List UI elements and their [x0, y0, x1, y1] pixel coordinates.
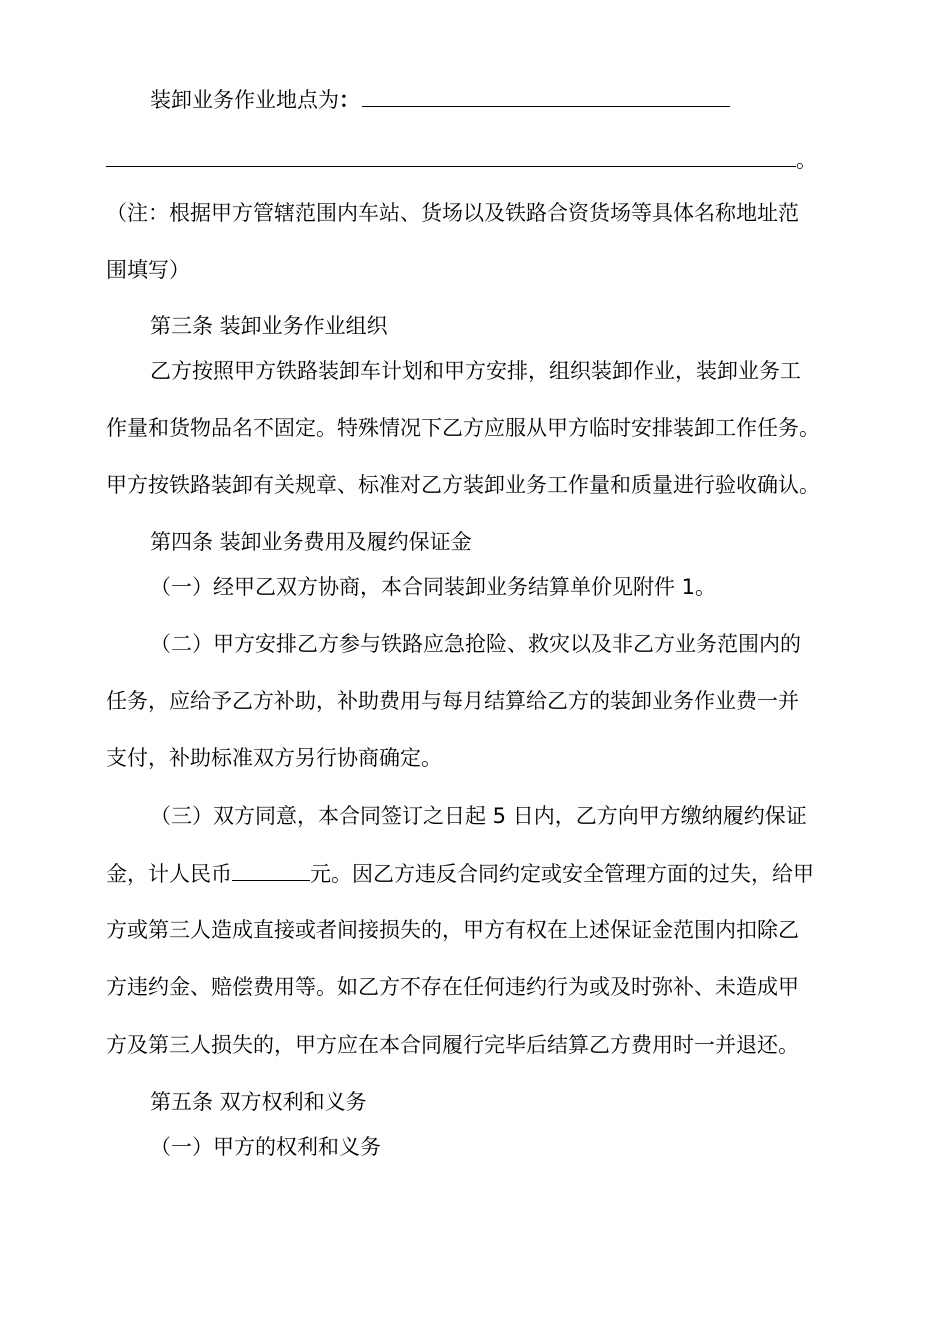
- location-continuation-line: [106, 144, 817, 175]
- article-3-para-line-2: 作量和货物品名不固定。特殊情况下乙方应服从甲方临时安排装卸工作任务。: [106, 416, 820, 440]
- article-4-item-3-line-5: 方及第三人损失的，甲方应在本合同履行完毕后结算乙方费用时一并退还。: [106, 1033, 799, 1057]
- location-label: 装卸业务作业地点为: [150, 88, 339, 112]
- note-line-1: （注：根据甲方管辖范围内车站、货场以及铁路合资货场等具体名称地址范: [106, 201, 799, 225]
- article-5-item-1: （一）甲方的权利和义务: [150, 1135, 381, 1159]
- location-blank-2: [106, 144, 796, 167]
- article-3-title: 第三条 装卸业务作业组织: [150, 314, 388, 338]
- article-4-item-1: （一）经甲乙双方协商，本合同装卸业务结算单价见附件 1。: [150, 575, 717, 599]
- location-line: [150, 84, 730, 115]
- article-4-item-2-line-2: 任务，应给予乙方补助，补助费用与每月结算给乙方的装卸业务作业费一并: [106, 689, 799, 713]
- article-5-title: 第五条 双方权利和义务: [150, 1090, 367, 1114]
- deposit-suffix: 元。因乙方违反合同约定或安全管理方面的过失，给甲: [310, 862, 814, 886]
- article-4-item-3-line-1: （三）双方同意，本合同签订之日起 5 日内，乙方向甲方缴纳履约保证: [150, 804, 807, 828]
- location-blank-1: [362, 84, 730, 107]
- article-3-para-line-3: 甲方按铁路装卸有关规章、标准对乙方装卸业务工作量和质量进行验收确认。: [106, 473, 820, 497]
- article-4-title: 第四条 装卸业务费用及履约保证金: [150, 530, 472, 554]
- deposit-amount-blank: [232, 858, 310, 881]
- article-4-item-3-line-3: 方或第三人造成直接或者间接损失的，甲方有权在上述保证金范围内扣除乙: [106, 918, 799, 942]
- deposit-prefix: 金，计人民币: [106, 862, 232, 886]
- article-4-item-3-line-4: 方违约金、赔偿费用等。如乙方不存在任何违约行为或及时弥补、未造成甲: [106, 975, 799, 999]
- article-4-item-3-line-2: [106, 858, 814, 889]
- note-line-2: 围填写）: [106, 258, 190, 282]
- location-colon: ：: [339, 88, 360, 112]
- article-4-item-2-line-1: （二）甲方安排乙方参与铁路应急抢险、救灾以及非乙方业务范围内的: [150, 632, 801, 656]
- article-3-para-line-1: 乙方按照甲方铁路装卸车计划和甲方安排，组织装卸作业，装卸业务工: [150, 359, 801, 383]
- location-period: 。: [796, 148, 817, 172]
- article-4-item-2-line-3: 支付，补助标准双方另行协商确定。: [106, 746, 442, 770]
